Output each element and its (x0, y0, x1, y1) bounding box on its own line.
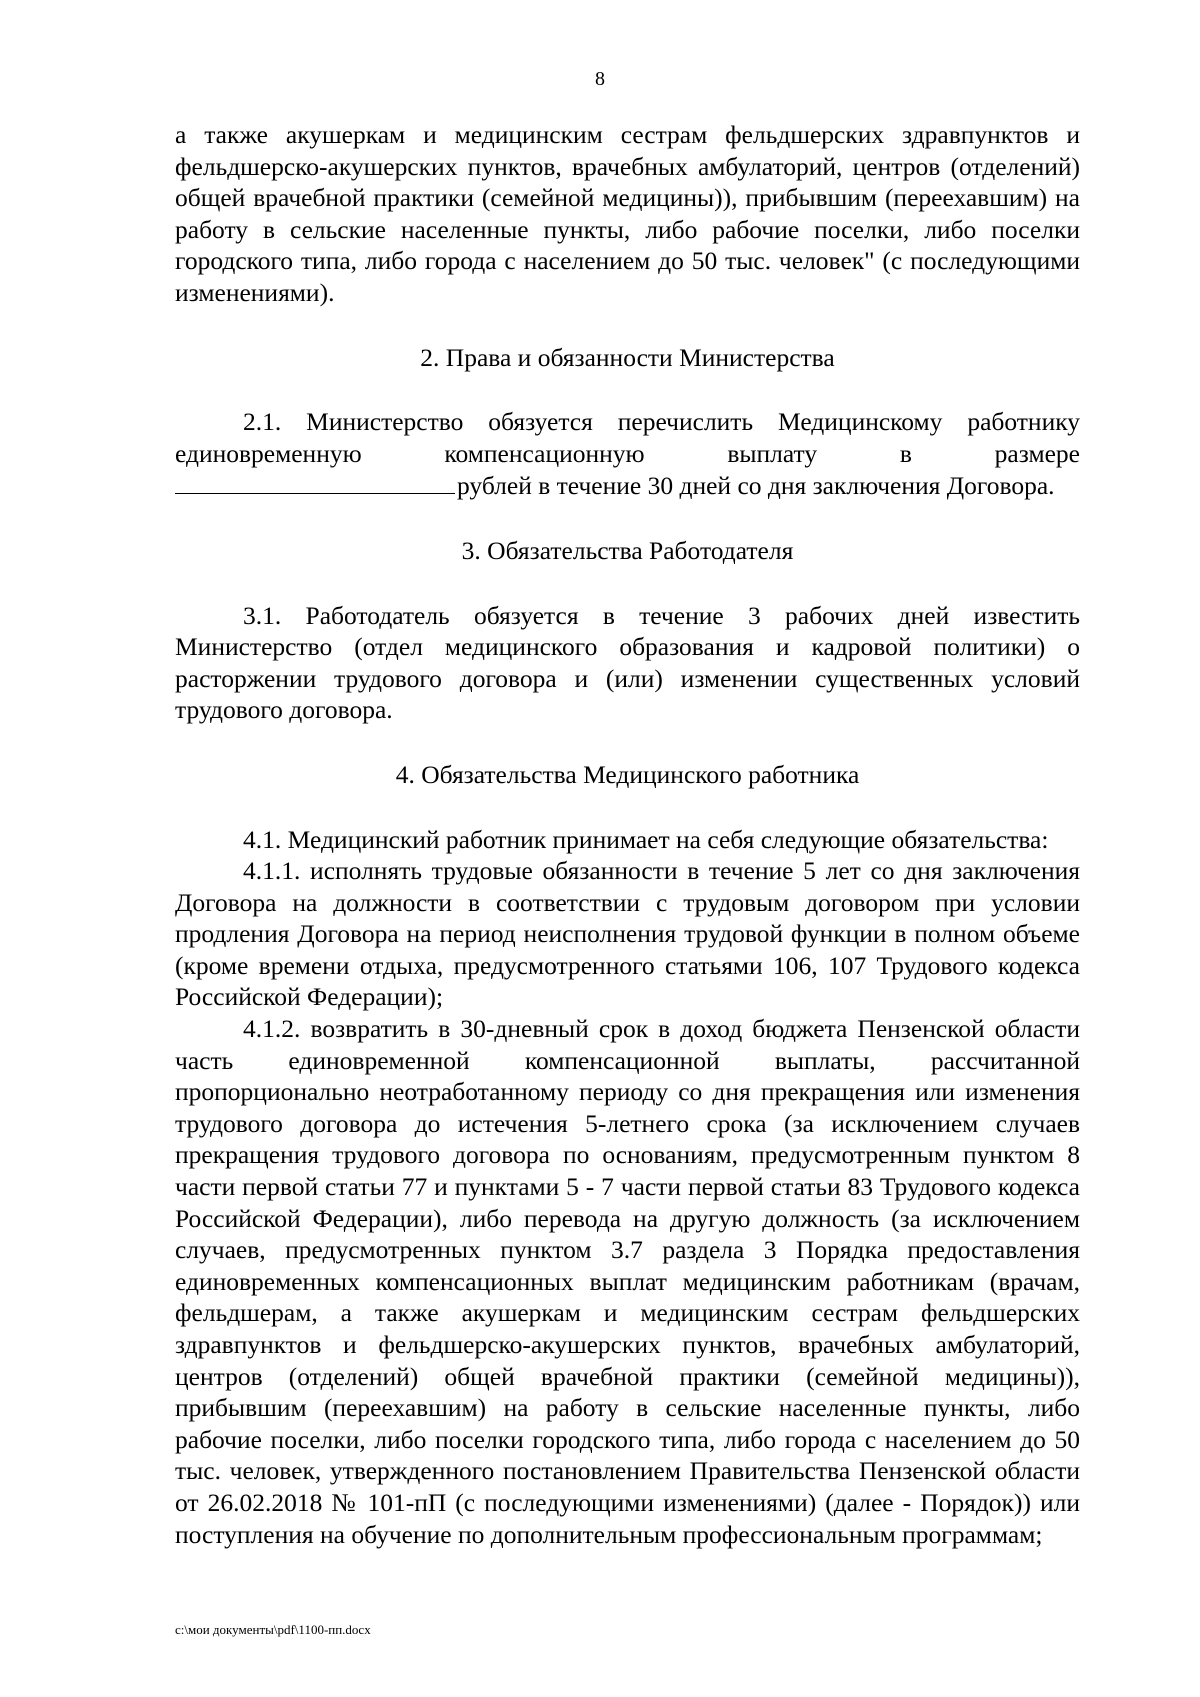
section-4-heading: 4. Обязательства Медицинского работника (395, 759, 860, 789)
section-4-1-1-paragraph: 4.1.1. исполнять трудовые обязанности в течение 5 лет со дня заключения Договора на должности в соответствии с трудовым договором при условии продления Договора на период неисполнения трудовой функции в полном объеме (кроме времени отдыха, предусмотренного статьями 106, 107 Трудового кодекса Российской Федерации); (175, 856, 1080, 1012)
section-4-1-2-paragraph: 4.1.2. возвратить в 30-дневный срок в доход бюджета Пензенской области часть единовременной компенсационной выплаты, рассчитанной пропорционально неотработанному периоду со дня прекращения или изменения трудового договора до истечения 5-летнего срока (за исключением случаев прекращения трудового договора по основаниям, предусмотренным пунктом 8 части первой статьи 77 и пунктами 5 - 7 части первой статьи 83 Трудового кодекса Российской Федерации), либо перевода на другую должность (за исключением случаев, предусмотренных пунктом 3.7 раздела 3 Порядка предоставления единовременных компенсационных выплат медицинским работникам (врачам, фельдшерам, а также акушеркам и медицинским сестрам фельдшерских здравпунктов и фельдшерско-акушерских пунктов, врачебных амбулаторий, центров (отделений) общей врачебной практики (семейной медицины)), прибывшим (переехавшим) на работу в сельские населенные пункты, либо рабочие поселки, либо поселки городского типа, либо города с населением до 50 тыс. человек, утвержденного постановлением Правительства Пензенской области от 26.02.2018 № 101-пП (с последующими изменениями) (далее - Порядок)) или поступления на обучение по дополнительным профессиональным программам; (175, 1014, 1080, 1549)
word: выплату (727, 438, 818, 468)
section-2-heading: 2. Права и обязанности Министерства (420, 342, 835, 372)
word: компенсационную (444, 438, 645, 468)
page-number: 8 (595, 68, 605, 90)
section-3-heading: 3. Обязательства Работодателя (461, 535, 794, 565)
word: в (899, 438, 912, 468)
footer-file-path: c:\мои документы\pdf\1100-пп.docx (175, 1622, 371, 1637)
document-body (175, 119, 1080, 1550)
amount-blank-line (175, 469, 455, 494)
section-4-1-paragraph: 4.1. Медицинский работник принимает на себя следующие обязательства: (243, 824, 1049, 854)
section-2-1-line3 (175, 469, 1080, 502)
section-2-1-tail: рублей в течение 30 дней со дня заключения Договора. (457, 471, 1055, 501)
word: единовременную (175, 438, 362, 468)
section-2-1-line2 (175, 438, 1080, 470)
intro-paragraph: а также акушеркам и медицинским сестрам фельдшерских здравпунктов и фельдшерско-акушерских пунктов, врачебных амбулаторий, центров (отделений) общей врачебной практики (семейной медицины)), прибывшим (переехавшим) на работу в сельские населенные пункты, либо рабочие поселки, либо поселки городского типа, либо города с населением до 50 тыс. человек" (с последующими изменениями). (175, 120, 1080, 307)
section-3-1-paragraph: 3.1. Работодатель обязуется в течение 3 рабочих дней известить Министерство (отдел медицинского образования и кадровой политики) о расторжении трудового договора и (или) изменении существенных условий трудового договора. (175, 600, 1080, 725)
word: размере (994, 438, 1080, 468)
section-2-1-line1: 2.1. Министерство обязуется перечислить Медицинскому работнику (243, 407, 1080, 437)
